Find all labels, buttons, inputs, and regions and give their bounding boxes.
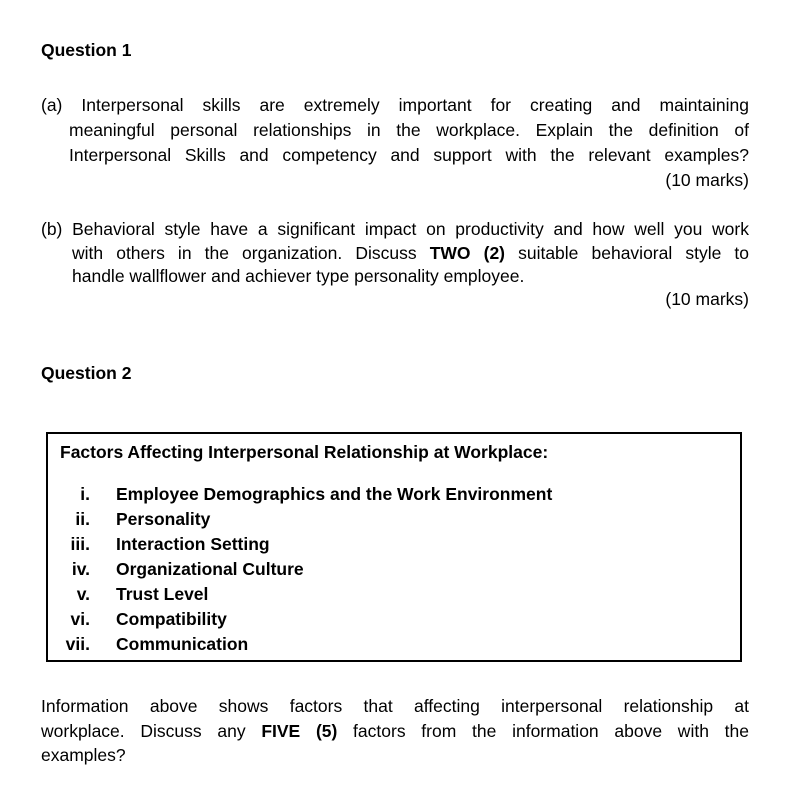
question-1b-count: TWO (2) <box>429 243 505 263</box>
question-2-line-2 <box>41 721 749 742</box>
question-1b-line-2 <box>72 243 749 264</box>
question-1-heading: Question 1 <box>41 40 132 60</box>
question-1b-line-2-pre: with others in the organization. Discuss <box>72 243 430 263</box>
question-1b-line-1: (b) Behavioral style have a significant impact on productivity and how well you work <box>41 219 749 239</box>
factor-number: vi. <box>70 609 90 629</box>
question-1a-line-1: (a) Interpersonal skills are extremely important for creating and maintaining <box>41 95 749 115</box>
factor-text: Compatibility <box>116 609 227 629</box>
question-1a-line-3: Interpersonal Skills and competency and support with the relevant examples? <box>69 145 749 165</box>
factor-number: i. <box>80 484 90 504</box>
factors-box-title: Factors Affecting Interpersonal Relationship at Workplace: <box>60 442 549 462</box>
question-1b-line-3: handle wallflower and achiever type personality employee. <box>72 266 525 286</box>
factor-text: Interaction Setting <box>116 534 270 554</box>
question-1b-marks: (10 marks) <box>665 289 749 309</box>
factor-text: Organizational Culture <box>116 559 304 579</box>
factor-text: Employee Demographics and the Work Environment <box>116 484 553 504</box>
question-1a-marks: (10 marks) <box>665 170 749 190</box>
factor-text: Trust Level <box>116 584 209 604</box>
factor-number: ii. <box>75 509 90 529</box>
factor-text: Personality <box>116 509 211 529</box>
factor-number: iii. <box>70 534 90 554</box>
question-2-line-1: Information above shows factors that affecting interpersonal relationship at <box>41 696 749 716</box>
factor-number: v. <box>76 584 90 604</box>
question-1a-line-2: meaningful personal relationships in the workplace. Explain the definition of <box>69 120 749 140</box>
question-2-line-3: examples? <box>41 745 126 765</box>
question-1b-line-2-post: suitable behavioral style to <box>505 243 749 263</box>
factor-text: Communication <box>116 634 249 654</box>
factor-number: iv. <box>71 559 90 579</box>
factors-box <box>46 432 742 662</box>
question-2-count: FIVE (5) <box>261 721 338 741</box>
question-2-line-2-post: factors from the information above with the <box>337 721 749 741</box>
question-2-line-2-pre: workplace. Discuss any <box>41 721 262 741</box>
question-2-heading: Question 2 <box>41 363 132 383</box>
factor-number: vii. <box>65 634 90 654</box>
